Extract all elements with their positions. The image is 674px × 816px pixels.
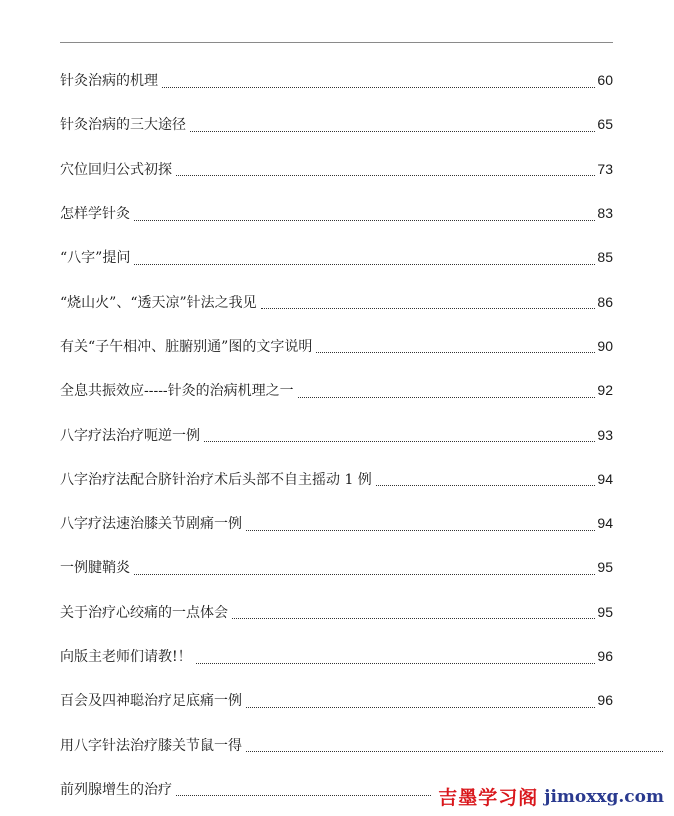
toc-entry-title: 全息共振效应-----针灸的治病机理之一 bbox=[60, 383, 294, 400]
toc-entry-title: 向版主老师们请教!！ bbox=[60, 649, 192, 665]
toc-entry-title: 八字治疗法配合脐针治疗术后头部不自主摇动 1 例 bbox=[60, 471, 372, 488]
toc-entry-page: 83 bbox=[597, 205, 613, 222]
dot-leader bbox=[134, 254, 595, 265]
dot-leader bbox=[190, 121, 595, 132]
dot-leader bbox=[134, 564, 595, 575]
dot-leader bbox=[376, 475, 596, 486]
dot-leader bbox=[232, 608, 595, 619]
dot-leader bbox=[204, 431, 595, 442]
toc-entry-title: 用八字针法治疗膝关节鼠一得 bbox=[60, 737, 242, 754]
toc-entry-title: 怎样学针灸 bbox=[60, 206, 130, 223]
toc-entry-title: 针灸治病的机理 bbox=[60, 73, 158, 90]
toc-entry-page: 94 bbox=[597, 515, 613, 532]
table-of-contents bbox=[60, 58, 613, 811]
toc-entry[interactable] bbox=[60, 412, 613, 456]
toc-entry-title: 针灸治病的三大途径 bbox=[60, 117, 186, 134]
toc-entry-title: 一例腱鞘炎 bbox=[60, 560, 130, 577]
dot-leader bbox=[176, 165, 595, 176]
dot-leader bbox=[298, 387, 596, 398]
dot-leader bbox=[134, 210, 595, 221]
toc-entry-title: 前列腺增生的治疗 bbox=[60, 781, 172, 798]
dot-leader bbox=[316, 342, 595, 353]
toc-entry-page: 95 bbox=[597, 603, 613, 620]
dot-leader bbox=[196, 653, 596, 664]
toc-entry-title: 穴位回归公式初探 bbox=[60, 161, 172, 178]
toc-entry-page: 60 bbox=[597, 72, 613, 89]
toc-entry[interactable] bbox=[60, 457, 613, 501]
toc-entry[interactable] bbox=[60, 545, 613, 589]
toc-entry-page: 92 bbox=[597, 382, 613, 399]
toc-entry-page: 90 bbox=[597, 337, 613, 354]
toc-entry-title: 八字疗法速治膝关节剧痛一例 bbox=[60, 516, 242, 533]
toc-entry-page: 93 bbox=[597, 426, 613, 443]
dot-leader bbox=[261, 298, 596, 309]
toc-entry-page: 94 bbox=[597, 470, 613, 487]
toc-entry[interactable] bbox=[60, 590, 613, 634]
dot-leader bbox=[246, 741, 663, 752]
site-watermark bbox=[432, 781, 670, 812]
watermark-chinese-text: 吉墨学习阁 bbox=[438, 787, 539, 809]
dot-leader bbox=[246, 697, 595, 708]
toc-entry-page: 96 bbox=[597, 692, 613, 709]
toc-entry-title: 八字疗法治疗呃逆一例 bbox=[60, 427, 200, 444]
dot-leader bbox=[162, 77, 595, 88]
toc-entry[interactable] bbox=[60, 102, 613, 146]
toc-entry[interactable] bbox=[60, 678, 613, 722]
toc-entry-page: 85 bbox=[597, 249, 613, 266]
toc-entry-page: 95 bbox=[597, 559, 613, 576]
toc-entry[interactable] bbox=[60, 368, 613, 412]
toc-entry-title: 百会及四神聪治疗足底痛一例 bbox=[60, 693, 242, 710]
toc-entry-title: “八字”提问 bbox=[60, 250, 131, 267]
toc-entry[interactable] bbox=[60, 191, 613, 235]
toc-entry[interactable] bbox=[60, 58, 613, 102]
toc-entry-page: 86 bbox=[597, 293, 613, 310]
toc-entry[interactable] bbox=[60, 634, 613, 678]
toc-entry-page: 73 bbox=[597, 160, 613, 177]
dot-leader bbox=[246, 520, 595, 531]
toc-entry-title: 有关“子午相冲、脏腑别通”图的文字说明 bbox=[60, 338, 313, 355]
toc-entry-page: 65 bbox=[597, 116, 613, 133]
toc-entry-page: 96 bbox=[597, 648, 613, 664]
toc-entry[interactable] bbox=[60, 279, 613, 323]
toc-entry[interactable] bbox=[60, 722, 613, 766]
toc-entry-title: “烧山火”、“透天凉”针法之我见 bbox=[60, 294, 257, 311]
top-rule bbox=[60, 42, 613, 43]
toc-entry[interactable] bbox=[60, 147, 613, 191]
toc-entry-title: 关于治疗心绞痛的一点体会 bbox=[60, 604, 228, 621]
toc-entry[interactable] bbox=[60, 324, 613, 368]
toc-entry[interactable] bbox=[60, 501, 613, 545]
watermark-domain-text: jimoxxg.com bbox=[544, 786, 664, 807]
toc-entry[interactable] bbox=[60, 235, 613, 279]
